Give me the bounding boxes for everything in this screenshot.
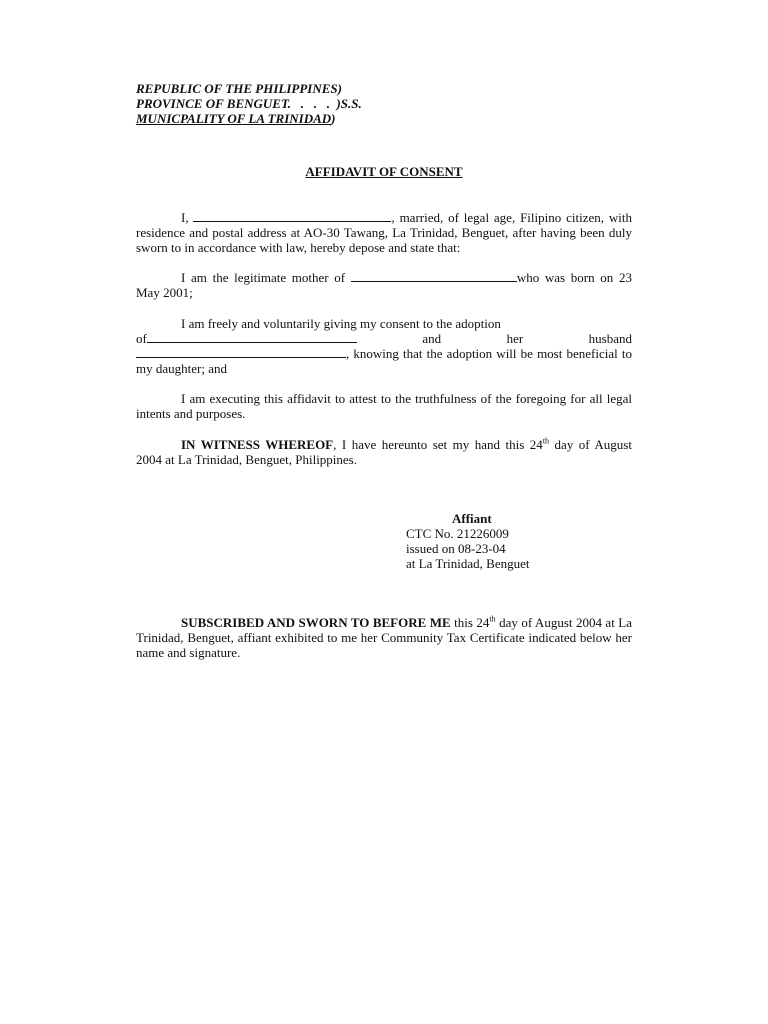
witness-sup: th (542, 436, 550, 446)
consent-of: of (136, 331, 147, 346)
jurat-bold: SUBSCRIBED AND SWORN TO BEFORE ME (181, 615, 451, 630)
paragraph-jurat (136, 615, 632, 660)
identity-after-blank: , married, of legal age, Filipino citizen, (391, 210, 604, 225)
child-name-blank (351, 270, 517, 282)
witness-text1: , I have hereunto set my hand this 24 (333, 437, 543, 452)
header-republic: REPUBLIC OF THE PHILIPPINES) (136, 81, 342, 96)
header-province: PROVINCE OF BENGUET. . . . )S.S. (136, 96, 362, 111)
affiant-block (406, 511, 530, 571)
paragraph-witness (136, 437, 632, 467)
paragraph-purpose: I am executing this affidavit to attest to the truthfulness of the foregoing for all legal intents and purposes. (136, 391, 632, 421)
consent-her: her (506, 331, 524, 346)
jurat-text2: day of August 2004 at La Trinidad, Benguet, affiant exhibited to me her Community Tax Certificate indicated below her name and signature. (136, 615, 632, 660)
affiant-issued: issued on 08-23-04 (406, 541, 506, 556)
document-title: AFFIDAVIT OF CONSENT (305, 164, 463, 179)
caption-header (136, 81, 362, 126)
consent-line1: I am freely and voluntarily giving my consent to the adoption (181, 316, 501, 331)
jurat-text1: this 24 (450, 615, 490, 630)
header-municipality (136, 111, 362, 126)
affiant-place: at La Trinidad, Benguet (406, 556, 530, 571)
consent-husband: husband (588, 331, 632, 346)
consent-line2 (136, 331, 632, 346)
name-blank (193, 210, 391, 222)
husband-blank (136, 346, 346, 358)
witness-bold: IN WITNESS WHEREOF (181, 437, 334, 452)
affiant-ctc: CTC No. 21226009 (406, 526, 509, 541)
header-municipality-suffix: ) (331, 111, 336, 126)
paragraph-consent (136, 316, 632, 376)
affiant-title: Affiant (452, 511, 492, 526)
identity-address: with residence and postal address at AO-30 Tawang, La Trinidad, Benguet, after having been duly sworn to in accordance with law, hereby depose and state that: (136, 210, 632, 255)
identity-lead: I, (181, 210, 194, 225)
consent-line3 (136, 346, 632, 376)
jurat-sup: th (489, 614, 496, 624)
consent-and: and (422, 331, 442, 346)
header-municipality-name: MUNICPALITY OF LA TRINIDAD (136, 111, 332, 126)
mother-lead: I am the legitimate mother of (181, 270, 351, 285)
paragraph-mother (136, 270, 632, 300)
paragraph-identity (136, 210, 632, 255)
witness-text2: day of August 2004 at La Trinidad, Benguet, Philippines. (136, 437, 632, 467)
mother-after-blank: who was born on 23 May 2001; (136, 270, 632, 300)
consent-after-blank: , knowing that the adoption will be most beneficial to my daughter; and (136, 346, 632, 376)
consent-of-group (136, 331, 357, 346)
adopter-blank (147, 331, 357, 343)
